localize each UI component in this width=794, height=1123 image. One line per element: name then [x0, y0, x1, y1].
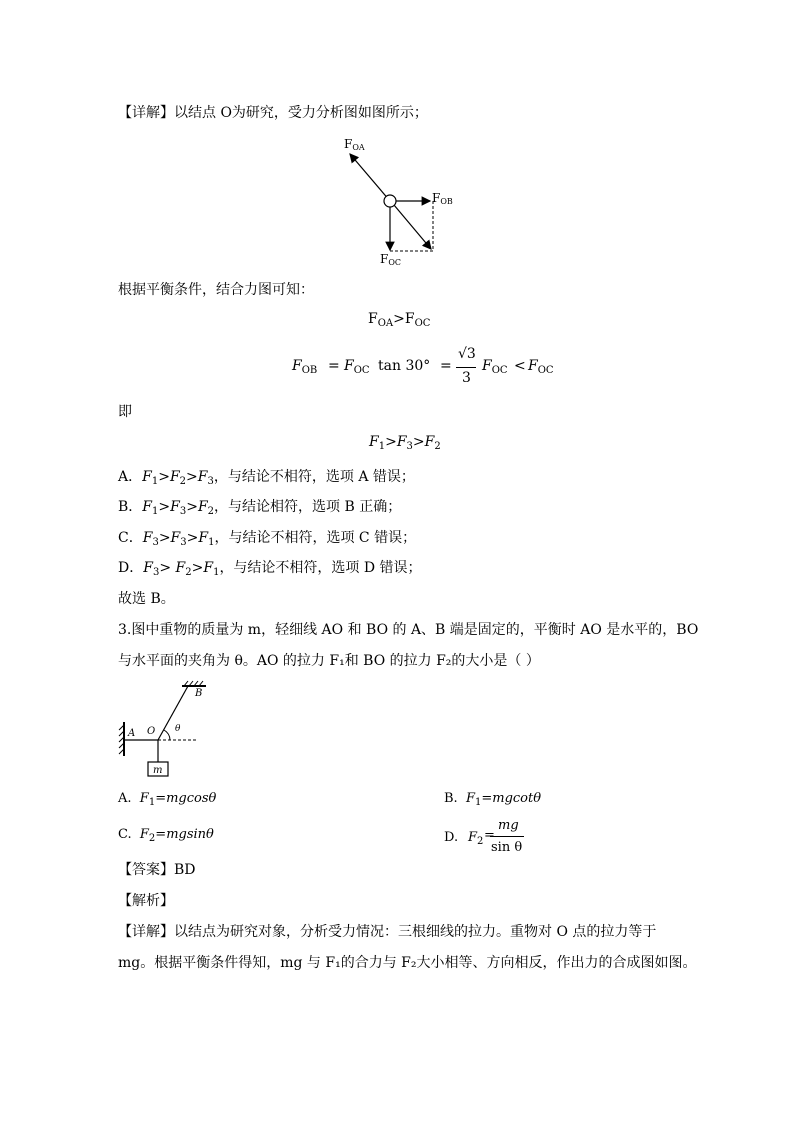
q3-option-b: B. $F_1=mgcot\theta$ [444, 791, 542, 808]
detail-intro-text: 以结点 O为研究，受力分析图如图所示； [174, 105, 428, 121]
knot-circle [384, 195, 396, 207]
option-a-q2: A．$F_1>F_2>F_3$，与结论不相符，选项 A 错误； [118, 469, 415, 487]
line-bo [158, 686, 188, 740]
answer-line [118, 860, 196, 880]
inequality-f1-f3-f2: $F_1>F_3>F_2$ [369, 434, 441, 452]
f-oa-arrow [350, 154, 390, 201]
detail-line-1: 【详解】以结点为研究对象，分析受力情况：三根细线的拉力。重物对 O 点的拉力等于 [118, 924, 657, 940]
label-b: B [195, 688, 203, 699]
ji-text: 即 [118, 404, 132, 420]
option-c-q2: C．$F_3>F_3>F_1$，与结论不相符，选项 C 错误； [118, 530, 417, 548]
force-diagram-1 [330, 132, 470, 270]
detail-line-2: mg。根据平衡条件得知，mg 与 F₁的合力与 F₂大小相等、方向相反，作出力的合成图如图。 [118, 955, 697, 971]
conclusion-text: 故选 B。 [118, 591, 175, 607]
resultant-arrow [394, 205, 431, 249]
analysis-label: 【解析】 [118, 893, 174, 909]
balance-text: 根据平衡条件，结合力图可知： [118, 282, 314, 298]
detail-bracket-label: 【详解】 [118, 105, 174, 121]
option-b-q2: B．$F_1>F_3>F_2$，与结论相符，选项 B 正确； [118, 499, 402, 517]
label-f-ob: FOB [432, 191, 453, 206]
label-f-oc: FOC [380, 252, 402, 267]
q3-line-1: 3.图中重物的质量为 m，轻细线 AO 和 BO 的 A、B 端是固定的，平衡时 AO 是水平的，BO [118, 622, 699, 638]
option-d-q2: D．$F_3> F_2>F_1$，与结论不相符，选项 D 错误； [118, 560, 422, 578]
q3-option-c: C. $F_2=mgsin\theta$ [118, 827, 214, 844]
label-f-oa: FOA [344, 137, 365, 152]
q3-option-a: A. $F_1=mgcos\theta$ [118, 791, 217, 808]
answer-label: 【答案】 [118, 862, 174, 878]
label-m: m [153, 765, 163, 776]
q3-diagram [118, 680, 208, 780]
theta-arc [164, 730, 170, 740]
label-o: O [147, 726, 156, 737]
answer-value: BD [174, 862, 196, 878]
label-a: A [128, 728, 136, 739]
label-theta: θ [175, 724, 181, 734]
inequality-oa-oc: $F_{OA}>F_{OC}$ [368, 311, 431, 329]
detail-intro-line [118, 103, 428, 123]
q3-line-2: 与水平面的夹角为 θ。AO 的拉力 F₁和 BO 的拉力 F₂的大小是（ ） [118, 653, 540, 669]
